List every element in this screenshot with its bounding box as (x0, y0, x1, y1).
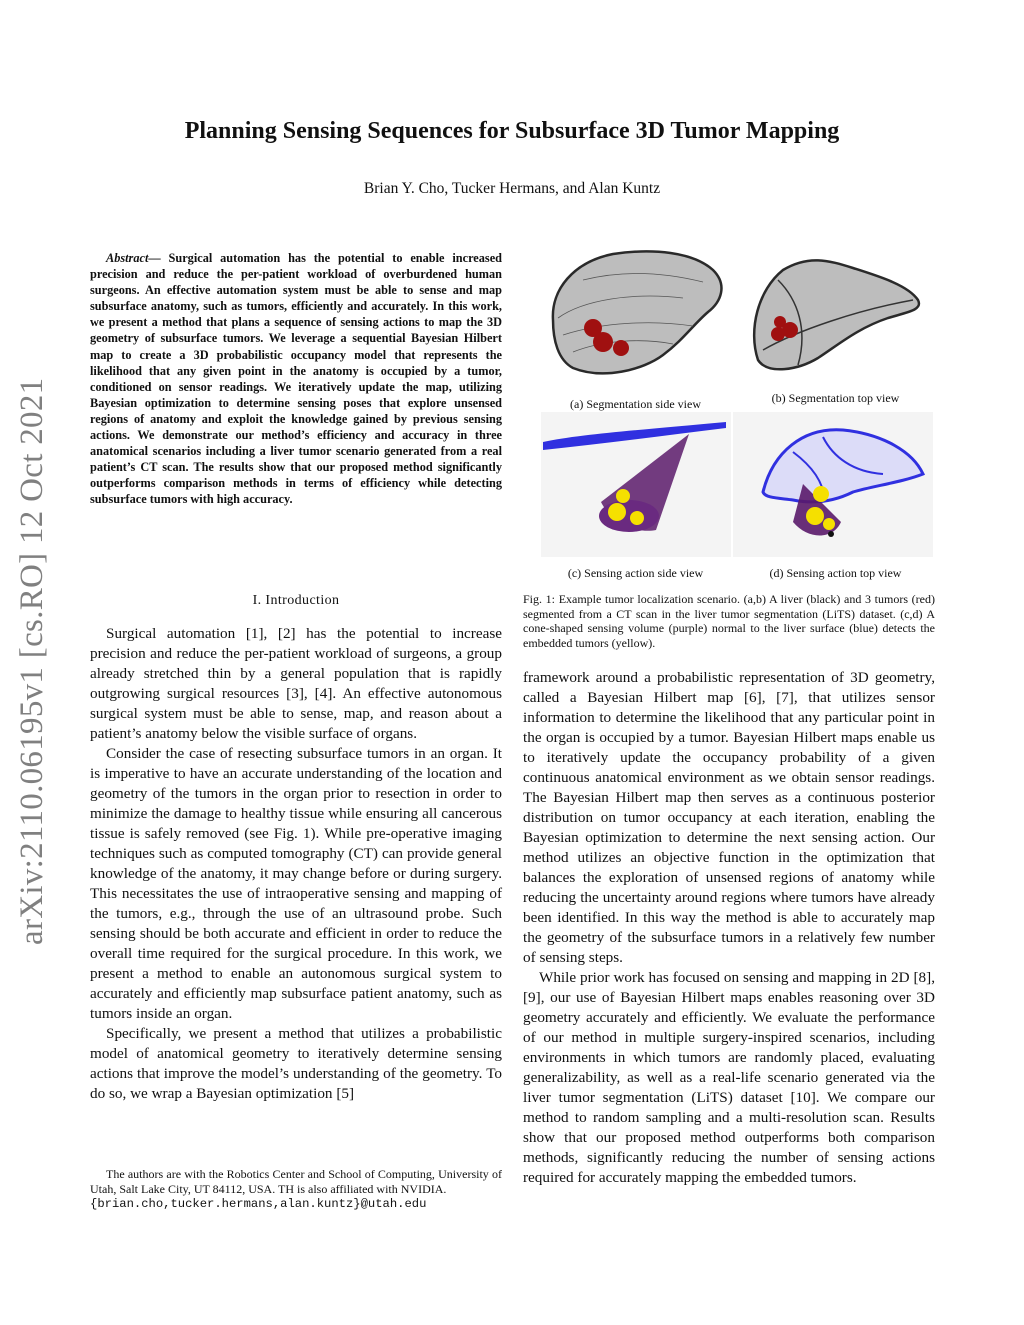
paper-title: Planning Sensing Sequences for Subsurface 3D Tumor Mapping (184, 118, 840, 144)
intro-left-column (90, 624, 502, 1104)
footnote-text: The authors are with the Robotics Center and School of Computing, University of Utah, Salt Lake City, UT 84112, USA. TH is also affiliated with NVIDIA. (90, 1167, 502, 1196)
intro-paragraph: Consider the case of resecting subsurface tumors in an organ. It is imperative to have an accurate understanding of the location and geometry of the tumors in the organ prior to resection in order to minimize the damage to healthy tissue while ensuring all cancerous tissue is safely removed (see Fig. 1). While pre-operative imaging techniques such as computed tomography (CT) can provide general knowledge of the anatomy, it may change before or during surgery. This necessitates the use of intraoperative sensing and mapping of the tumors, e.g., through the use of an ultrasound probe. Such sensing should be both accurate and efficient in order to reduce the overall time required for the surgical procedure. In this work, we present a method to enable an autonomous surgical system to accurately and efficiently map subsurface patient anatomy, such as tumors inside an organ. (90, 745, 502, 1022)
figure-1c-image (541, 412, 731, 557)
tumor-yellow (813, 486, 829, 502)
tumor-red (613, 340, 629, 356)
abstract-label: Abstract (106, 251, 149, 265)
abstract (90, 250, 502, 508)
figure-1 (523, 240, 935, 590)
affiliation-footnote (90, 1167, 502, 1212)
figure-1d-image (733, 412, 933, 557)
tumor-yellow (823, 518, 835, 530)
arxiv-side-label: arXiv:2110.06195v1 [cs.RO] 12 Oct 2021 (14, 377, 50, 945)
figure-1b-image (738, 240, 933, 395)
tumor-red (593, 332, 613, 352)
subcaption-c: (c) Sensing action side view (567, 566, 704, 580)
subcaption-b: (b) Segmentation top view (771, 391, 900, 405)
abstract-text: Surgical automation has the potential to enable increased precision and reduce the per-patient workload of overburdened human surgeons. An effective automation system must be able to sense and map subsurface anatomy, such as tumors, efficiently and accurately. In this work, we present a method that plans a sequence of sensing actions to map the 3D geometry of subsurface tumors. We leverage a sequential Bayesian Hilbert map to create a 3D probabilistic occupancy model that represents the likelihood that any given point in the anatomy is occupied by a tumor, conditioned on sensor readings. We iteratively update the map, utilizing Bayesian optimization to determine sensing poses that explore unsensed regions of anatomy and exploit the knowledge gained by previous sensing actions. We demonstrate our method’s efficiency and accuracy in three anatomical scenarios including a liver tumor scenario generated from a real patient’s CT scan. The results show that our proposed method significantly outperforms comparison methods in terms of efficiency while detecting subsurface tumors with high accuracy. (90, 251, 502, 507)
tumor-red (771, 327, 785, 341)
figure-1-caption: Fig. 1: Example tumor localization scenario. (a,b) A liver (black) and 3 tumors (red) segmented from a CT scan in the liver tumor segmentation (LiTS) dataset. (c,d) A cone-shaped sensing volume (purple) normal to the liver surface (blue) detects the embedded tumors (yellow). (523, 592, 935, 650)
intro-paragraph: Specifically, we present a method that utilizes a probabilistic model of anatomical geometry to iteratively determine sensing actions that improve the model’s understanding of the geometry. To do so, we wrap a Bayesian optimization [5] (90, 1025, 502, 1102)
cone-base (599, 500, 659, 532)
footnote-emails: {brian.cho,tucker.hermans,alan.kuntz}@utah.edu (90, 1197, 427, 1211)
liver-shape (754, 260, 919, 369)
intro-paragraph: Surgical automation [1], [2] has the potential to increase precision and reduce the per-patient workload of surgeons, a group already stretched thin by a general population that is rapidly outgrowing surgical resources [3], [4]. An effective autonomous surgical system must be able to sense, map, and reason about a patient’s anatomy below the visible surface of organs. (90, 625, 502, 742)
intro-right-column (523, 668, 935, 1188)
abstract-dash: — (148, 251, 169, 265)
tumor-yellow (806, 507, 824, 525)
liver-shape (553, 251, 722, 373)
tumor-yellow (608, 503, 626, 521)
figure-1a-image (543, 240, 728, 395)
intro-paragraph: While prior work has focused on sensing and mapping in 2D [8], [9], our use of Bayesian Hilbert maps enables reasoning over 3D geometry accurately and efficiently. We evaluate the performance of our method in multiple surgery-inspired scenarios, including environments in which tumors are randomly placed, evaluating generalizability, as well as a real-life scenario generated via the liver tumor segmentation (LiTS) dataset [10]. We compare our method to random sampling and a multi-resolution scan. Results show that our proposed method outperforms both comparison methods, significantly reducing the number of sensing actions required for accurately mapping the embedded tumors. (523, 969, 935, 1186)
tumor-yellow (630, 511, 644, 525)
subcaption-a: (a) Segmentation side view (570, 397, 701, 411)
intro-paragraph: framework around a probabilistic representation of 3D geometry, called a Bayesian Hilbert map [6], [7], that utilizes sensor information to determine the likelihood that any particular point in the organ is occupied by a tumor. Bayesian Hilbert maps enable us to iteratively update the occupancy probability of a given continuous anatomical environment as we obtain sensor readings. The Bayesian Hilbert map then serves as a continuous posterior distribution on tumor occupancy at each iteration, enabling the Bayesian optimization to determine the next sensing action. Our method utilizes an objective function in the optimization that balances the exploration of unsensed regions of anatomy while reducing the uncertainty around regions where tumors have already been identified. In this way the method is able to accurately map the geometry of the subsurface tumors in a relatively few number of sensing steps. (523, 669, 935, 966)
paper-authors: Brian Y. Cho, Tucker Hermans, and Alan Kuntz (363, 180, 661, 197)
probe-tip (828, 531, 834, 537)
subcaption-d: (d) Sensing action top view (769, 566, 902, 580)
tumor-yellow (616, 489, 630, 503)
section-heading-introduction: I. Introduction (252, 593, 340, 608)
